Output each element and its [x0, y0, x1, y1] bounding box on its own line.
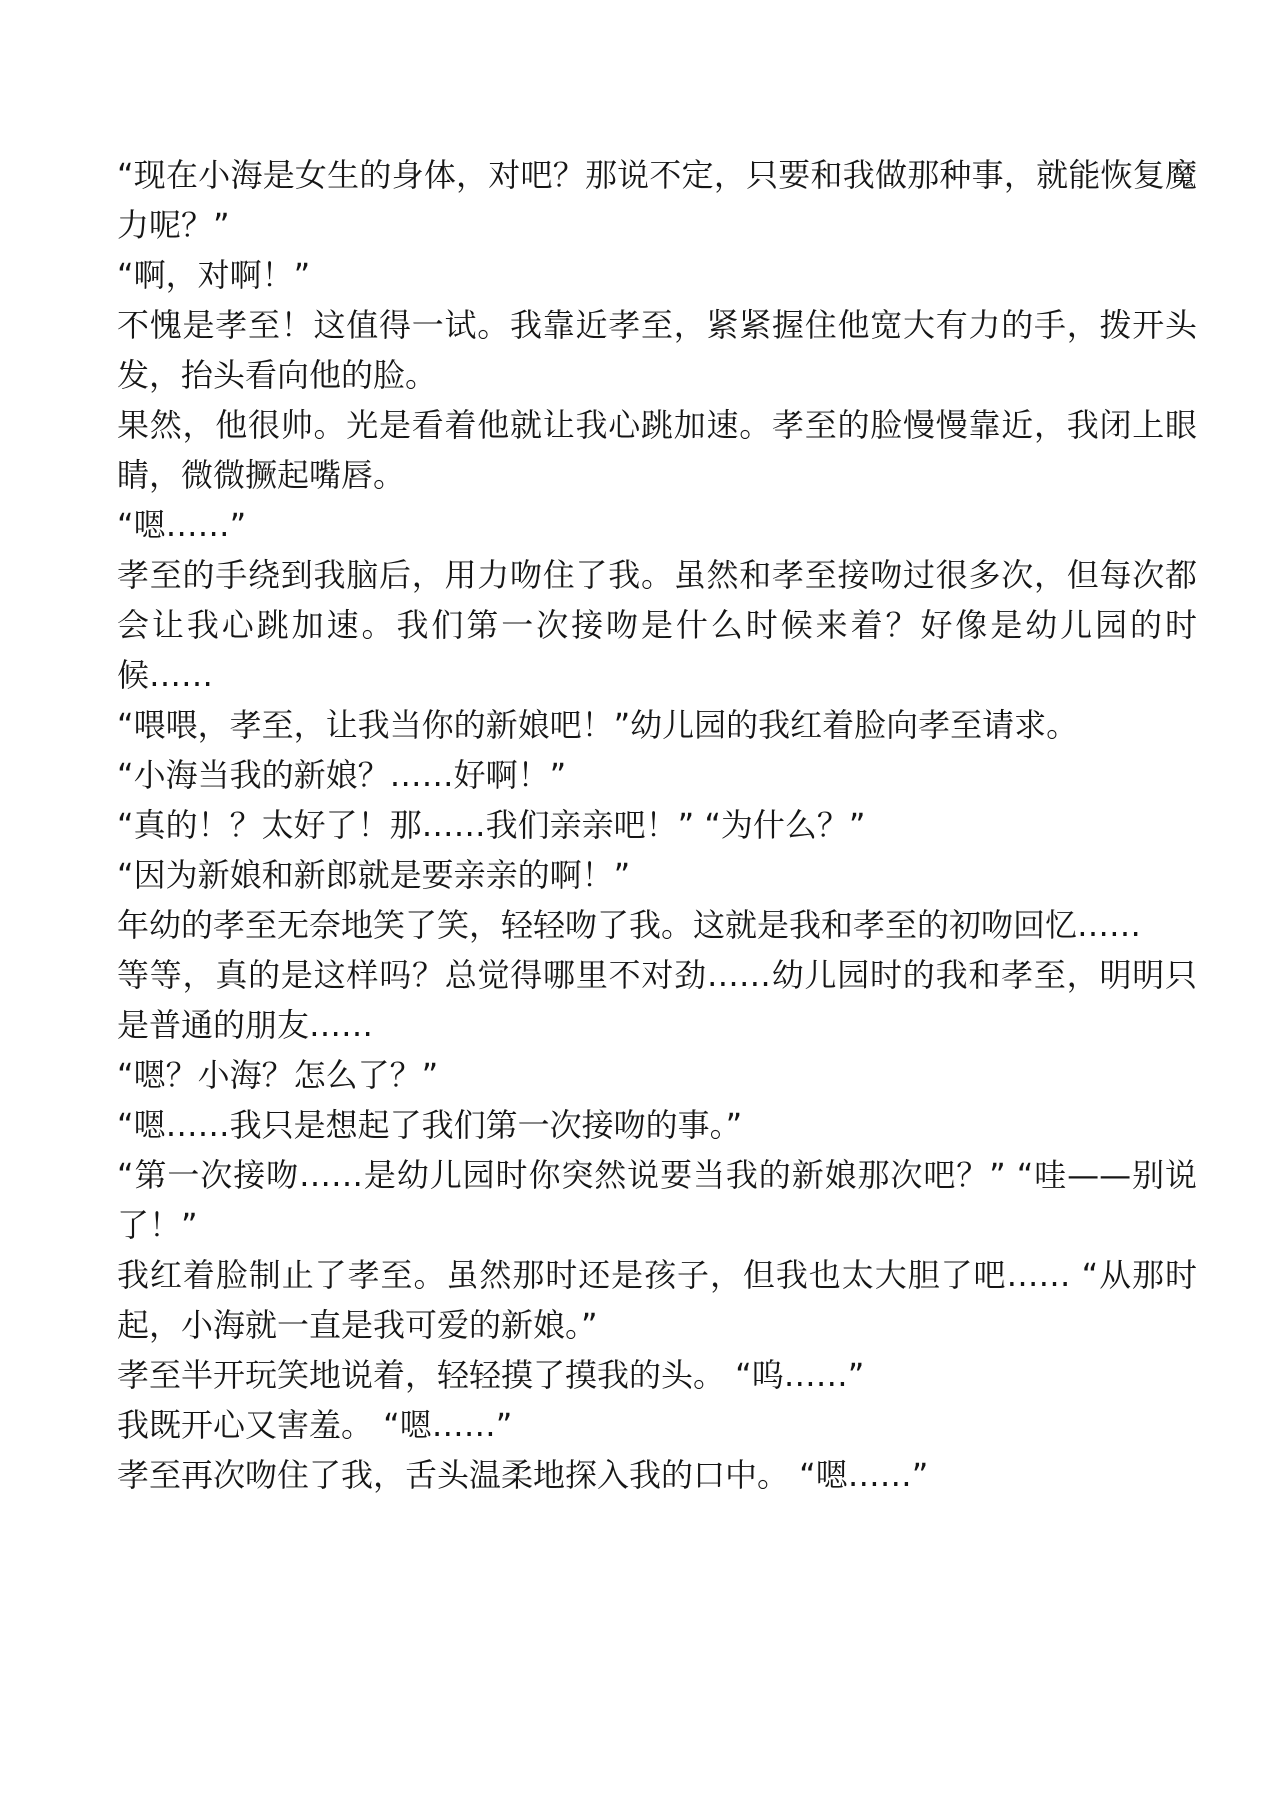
paragraph: 孝至再次吻住了我，舌头温柔地探入我的口中。 “嗯……” — [117, 1456, 929, 1494]
paragraph: “啊，对啊！” — [117, 256, 311, 294]
paragraph: 我红着脸制止了孝至。虽然那时还是孩子，但我也太大胆了吧…… “从那时起，小海就一直是我可爱的新娘。” — [117, 1256, 1197, 1344]
paragraph: 我既开心又害羞。 “嗯……” — [117, 1406, 513, 1444]
paragraph: “喂喂，孝至，让我当你的新娘吧！”幼儿园的我红着脸向孝至请求。 — [117, 706, 1079, 744]
paragraph: “嗯……” — [117, 506, 247, 544]
paragraph: 孝至的手绕到我脑后，用力吻住了我。虽然和孝至接吻过很多次，但每次都会让我心跳加速。我们第一次接吻是什么时候来着？好像是幼儿园的时候…… — [117, 556, 1197, 694]
paragraph: “现在小海是女生的身体，对吧？那说不定，只要和我做那种事，就能恢复魔力呢？” — [117, 156, 1197, 244]
paragraph: “真的！？太好了！那……我们亲亲吧！” “为什么？” — [117, 806, 866, 844]
document-page — [117, 150, 1197, 1500]
paragraph: “第一次接吻……是幼儿园时你突然说要当我的新娘那次吧？” “哇——别说了！” — [117, 1156, 1197, 1244]
paragraph: 年幼的孝至无奈地笑了笑，轻轻吻了我。这就是我和孝至的初吻回忆…… — [117, 906, 1142, 944]
paragraph: 等等，真的是这样吗？总觉得哪里不对劲……幼儿园时的我和孝至，明明只是普通的朋友…… — [117, 956, 1197, 1044]
paragraph: “嗯……我只是想起了我们第一次接吻的事。” — [117, 1106, 743, 1144]
paragraph: 孝至半开玩笑地说着，轻轻摸了摸我的头。 “呜……” — [117, 1356, 865, 1394]
paragraph: 果然，他很帅。光是看着他就让我心跳加速。孝至的脸慢慢靠近，我闭上眼睛，微微撅起嘴唇。 — [117, 406, 1197, 494]
paragraph: “小海当我的新娘？……好啊！” — [117, 756, 567, 794]
paragraph: “嗯？小海？怎么了？” — [117, 1056, 439, 1094]
paragraph: 不愧是孝至！这值得一试。我靠近孝至，紧紧握住他宽大有力的手，拨开头发，抬头看向他的脸。 — [117, 306, 1197, 394]
paragraph: “因为新娘和新郎就是要亲亲的啊！” — [117, 856, 631, 894]
